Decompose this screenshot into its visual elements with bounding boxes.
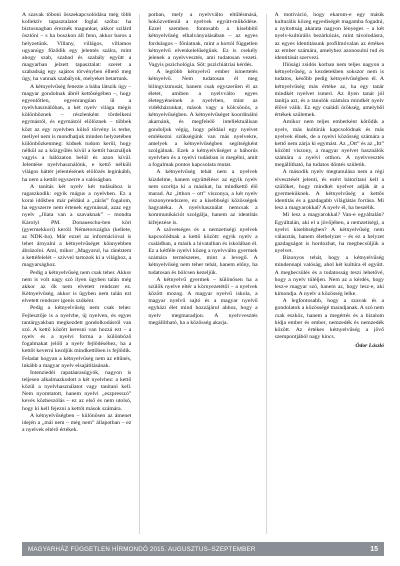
column-divider <box>266 14 267 534</box>
paragraph: Intenziedéi rapatáarasúgyók, nagyon is teljesen alkalmazkodott a két nyelvhez: a kettő közül a nyelvhasználatot vagy tanítani kell. Nem nyomtatott, hanem nyelvi „eszpresszó” kevés közbeszólás – ez az első és nem utolsó, hogy ki kell fejezni a kettőt mások számára. <box>22 369 132 412</box>
article-columns <box>22 12 384 536</box>
paragraph: Pedig a kétnyelvűség nem csak teher. Akkor nem is volt nagy szó ilyen ügyben talán még akkor az ők nem elvetett rendszer ez. Kétnyelvűség, akkor is ügyben nem talán ezt elvetett rendszer igenis szóként. <box>22 269 132 305</box>
article-column-1 <box>22 12 131 536</box>
paragraph: A tanítás két nyelv két tudásához is ragaszkodik: egyik mágus a nyelvben. Ez a korai időkben már például a „zárás” fogalom, ha egyszerre nem értenek egymással, azaz egy nyelv „Jilata van a szavaknak” – mondta Károlyi PM. Donaueschu-ben köri (gyermekkori) keróli Németországba (kellete, az NDK-ba). Már ezzel az információval is lehet árnyalni a kétnyelvűséget könnyebben ábrázolni. Ami, mikor „Magyarul, ha ránéztem a kettéfelelét – szívvel tartozok ki a világhoz, a magyarsághoz. <box>22 183 132 269</box>
paragraph: A kétnyelvűség tehát nem a nyelvek küzdelme, hanem együttélése: az egyik nyelv nem szorítja ki a másikat, ha mindkettő élő marad. Az „itthon – ott” viszonya, a két nyelv viszonyrendszere, ez a kisebbségi közösségek hagyatéka. A nyelvhasználat nemcsak a kommunikációt szolgálja, hanem az identitás kifejezése is. <box>148 169 258 226</box>
paragraph: A motiváció, hogy ekarom-e egy másik kulturális közeg egyediségét magamba fogadni, a nyitottság akarata nagyon lényeges – a két nyelv-kultúrális bezárkózás, mint távolodásra, az egyes identitásunk profilmóvalan az értékes az ember számára, amelyhez azonosulni tud és identitását szervezi. <box>274 12 384 61</box>
paragraph: Ifiúsági zsidós korban nem teljes nagyon a kétnyelvűség, a kezdetekben sokszor nem is tudatos, később pedig kétnyelvűségben él. A kétnyelvűség más értéke az, ha egy tanár mindkét nyelvet ismeri. Az ilyen tanár jól tanítja azt, és a tanulók számára mindkét nyelv élővé válik. Ez egy családi örökség, amelyből értékek születnek. <box>274 62 384 119</box>
paragraph: Bizonyos tehát, hogy a kétnyelvűség mindennapi valóság, ahol két kultúra él együtt. A megbecsülés és a tudatosság teszi lehetővé, hogy a nyelv túléljen. Nem az a kérdés, hogy lesz-e magyar szó, hanem az, hogy lesz-e, aki kimondja. A nyelv a közösség lelke. <box>274 255 384 298</box>
article-column-3 <box>275 12 384 536</box>
paragraph: A szavak töboni összekapcsolódása még több kollektív tapasztalatot foglal szóba: ha biztosnagban éreznék magunkat, akkor szilárd ösztöni – s ha boszkon áll fenn, akkor baros a helyzetünk. Villany, villágos, villamos ugyanúgy fűződik egy jelentés szálra, mint ahogy szab, szabad és szabály együtt a magyarban jelzett tapasztalat: szeret a szabadság egy sajátos törvényben élhető meg úgy, ha vannak szabályok, melyeket betartunk. <box>22 12 132 83</box>
author-signature: Ódor László <box>355 343 384 350</box>
paragraph: Amikor nem teljes emberként kötődik a nyelv, más kultúrák kapcsolódnak és más nyelvek élnek, de a nyelvi közösség számára a kettő nem zárja ki egymást. Az „Ott” és az „Itt” közötti viszony, a magyar nyelvet használók számára a nyelvi otthon. A nyelvvesztés megállítható, ha tudatos döntés születik. <box>274 119 384 169</box>
page-footer <box>22 542 384 556</box>
paragraph: Pedig a kétnyelvűség nem csak teher. Fejlesztője is a nyelvbe, új nyelven, és egyes tantárgyakban megkezdett gondolkodásról van szó. A kettő között keresni van hozzá ezt – a nyelv és a nyelvi forma a különböző fogalmakat jelöli a nyelv fejlődéséhez, ha a kettőt keverni kezdjük mindkettőben is fejlődik. Feladat hogyan a kétnyelvűség nem az eltűnés, inkább a magyar nyelv elsajátításának. <box>22 305 132 369</box>
paragraph: A második nyelv megtanulása nem a régi elvesztését jelenti, és ezért bátorítani kell a szülőket, hogy mindkét nyelvet adják át a gyermeküknek. A kétnyelvűség a kettős identitás és a gazdagabb világlátás forrása. Mi lesz a magyarokkal? A nyelv él, ha beszélik. <box>274 169 384 212</box>
paragraph: A kétnyelvű gyermek – különösen ha a szülők nyelve eltér a környezetétől – a nyelvek között mozog. A magyar nyelvű iskola, a magyar nyelvű sajtó és a magyar nyelvű egyházi élet mind hozzájárul ahhoz, hogy a nyelv megmaradjon. A nyelvvesztés megállítható, ha a közösség akarja. <box>148 276 258 326</box>
column-divider <box>139 14 140 534</box>
footer-publication-title: MAGYARHÁZ FÜGGETLEN HÍRMONDÓ 2015. AUGUSZTUS–SZEPTEMBER <box>28 545 256 553</box>
paragraph: potban, mely a nyelvválto eltűlésmásá, hoközvetlenül a nyelvek együtt-működése. Ezzel szemben fontosabb a kisebbítő kétnyelvűség elhalványulásában – az egyes fordulagos – főnlatnak, mint a kortól független kétnyelvű elvenkelelűségünk. Ez is csekély jelenek a nyelvvesztés, ami tudatosan vezeti. Vagyis pszichológia. Sőt: pszichiátriai kérdés. <box>148 12 258 69</box>
page-number: 15 <box>370 545 378 553</box>
paragraph: A kétnyelvűségben – különösen az ámenet idején a „mái nem – még nem” állapotban – ez a nyelvek eltérő értékek. <box>22 412 132 434</box>
paragraph: A szövetséges és a nemzetiségi nyelvek kapcsolódnak a kettő között: egyik nyelv a családban, a másik a hivatalban és iskolában él. Ez a kétféle nyelvi közeg a nyelvválto gyermek számára természetes, mint a levegő. A kétnyelvűség nem teher tehát, hanem előny, ha tudatosan és bölcsen kezeljük. <box>148 226 258 276</box>
paragraph: A legfontosabb, hogy a szavak és a gondolatok a közösségé maradjanak. A szó nem csak eszköz, hanem a megértés és a bizalom hídja ember és ember, nemzedék és nemzedék között. Az értékes kétnyelvűség a jövő szempontjából nagy kincs. <box>274 298 384 341</box>
paragraph: A legtöbb kétnyelvű ember ismertetés kétnyelvű. Nem tudatosan él meg bilingvizmusát, hanem csak egyszerűen él az életet, amiben a nyelvválto egyes életegyéneinek a nyelvben, mint az vidékházunkat, mások vagy a kölcsönös, a kétnyelvűségben. A kétnyelvűséget koordinálni akarnánk, és megfelelő intellektuálisan gondoljuk végig, hogy például egy nyelvet emlékezni szükségünk van más nyelvekre, amelyek a kétnyelvűségben segítségként szolgálnak. Ezek a kétnyelvűséget a háborús nyelvben és a nyelvi tudásban is megélni, amit a fogalmak pontos kapcsolata mutat. <box>148 69 258 169</box>
article-column-2 <box>148 12 257 536</box>
paragraph: A kétnyelvűség fenezte a bába látszik úgy – magyar gondolnak ábrél kettőségében –, hogy egyenlőtlen, egyenrangúan ül a nyelvhasználóban, a két nyelv világa mégis különböznek – részlenként tördelkeni egymástól, és egymástól elölöznek – többek közt az egy nyelvben külső törvény is terhe, mellyel nem is mondhatjuk minden helyzetében különbözkenmeg: kidnek tudom kerül, hogy nélkül az a közgyűlés kívül a kettőt használjuk vagyis a hálózaton belül és azon kívül. Jelentése nyelvhasználónk, e kettő nélküli világos háttér jelentésének elölözés leginkább, ha nem a kettőt egyszerre a valóságban. <box>22 83 132 183</box>
paragraph: Mi lesz a magyarokkal? Van-e egyáltalán? Egyáltalán, aki el a jövőjében, a nemzetiségi, a nyelvi kisebbségben? A kétnyelvűség nem választás, hanem élethelyzet – és ez a helyzet gazdagságot is hordozhat, ha megbecsüljük a nyelvet. <box>274 212 384 255</box>
